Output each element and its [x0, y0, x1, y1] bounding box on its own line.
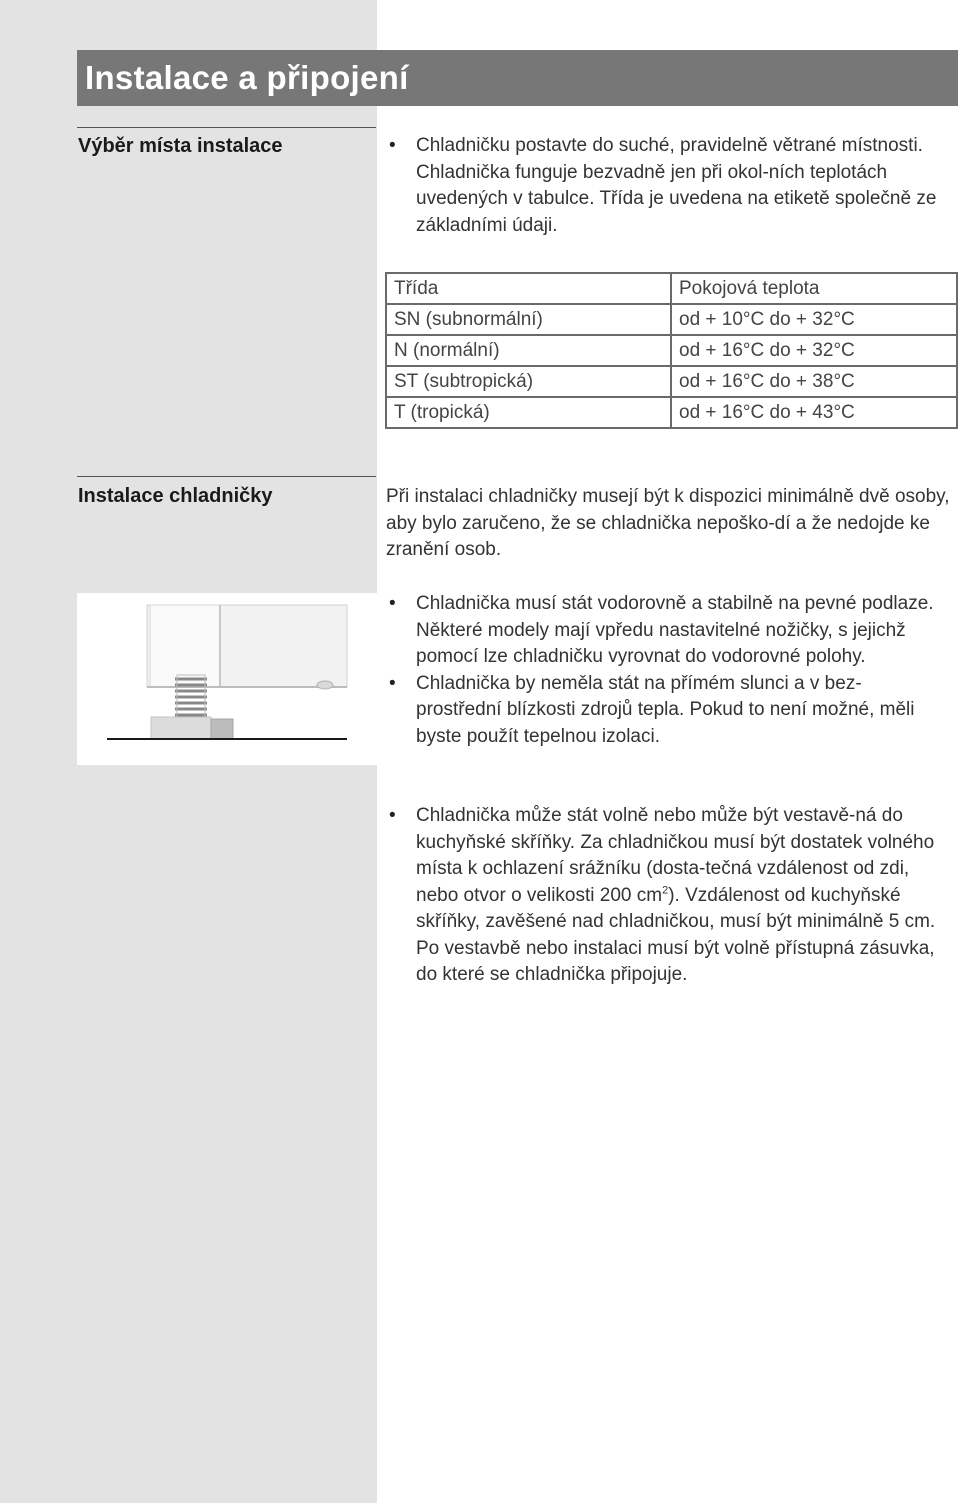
table-row — [386, 366, 957, 397]
section1-bullet-list — [387, 133, 947, 239]
table-row — [386, 304, 957, 335]
section2-bullet-2: • Chladnička by neměla stát na přímém slunci a v bez-prostřední blízkosti zdrojů tepla. Pokud to není možné, měli byste použít tepelnou izolaci. — [387, 671, 947, 751]
table-cell-temperature: od + 16°C do + 32°C — [671, 335, 957, 366]
page-title: Instalace a připojení — [85, 59, 409, 96]
table-header-temperature: Pokojová teplota — [671, 273, 957, 304]
section2-bullet-list-b — [387, 803, 947, 989]
section2-divider — [77, 476, 376, 477]
table-cell-class: T (tropická) — [386, 397, 671, 428]
table-header-row — [386, 273, 957, 304]
section2-label: Instalace chladničky — [78, 485, 273, 507]
section2-bullet-1: • Chladnička musí stát vodorovně a stabilně na pevné podlaze. Některé modely mají vpředu nastavitelné nožičky, s jejichž pomocí lze chladničku vyrovnat do vodorovné polohy. — [387, 591, 947, 671]
section1-label: Výběr místa instalace — [78, 135, 283, 157]
section2-bullet-list-a — [387, 591, 947, 750]
adjustable-foot-illustration — [77, 593, 377, 765]
section2-bullet-3: • Chladnička může stát volně nebo může být vestavě-ná do kuchyňské skříňky. Za chladničkou musí být dostatek volného místa k ochlazení srážníku (dosta-tečná vzdálenost od zdi, nebo otvor o velikosti 200 $cm^2$). Vzdálenost od kuchyňské skříňky, zavěšené nad chladničkou, musí být minimálně 5 cm. Po vestavbě nebo instalaci musí být volně přístupná zásuvka, do které se chladnička připojuje. — [387, 803, 947, 989]
climate-class-table — [385, 272, 958, 429]
table-cell-class: N (normální) — [386, 335, 671, 366]
table-cell-temperature: od + 16°C do + 43°C — [671, 397, 957, 428]
table-cell-class: SN (subnormální) — [386, 304, 671, 335]
page-title-bar — [77, 50, 958, 106]
table-cell-class: ST (subtropická) — [386, 366, 671, 397]
section1-divider — [77, 127, 376, 128]
table-header-class: Třída — [386, 273, 671, 304]
table-cell-temperature: od + 16°C do + 38°C — [671, 366, 957, 397]
section2-intro: Při instalaci chladničky musejí být k dispozici minimálně dvě osoby, aby bylo zaručeno, že se chladnička nepoško-dí a že nedojde ke zranění osob. — [386, 486, 950, 560]
table-cell-temperature: od + 10°C do + 32°C — [671, 304, 957, 335]
adjustable-foot-icon — [77, 593, 377, 765]
table-row — [386, 335, 957, 366]
section1-bullet-1: • Chladničku postavte do suché, pravidelně větrané místnosti. Chladnička funguje bezvadně jen při okol-ních teplotách uvedených v tabulce. Třída je uvedena na etiketě společně ze základními údaji. — [387, 133, 947, 239]
table-row — [386, 397, 957, 428]
